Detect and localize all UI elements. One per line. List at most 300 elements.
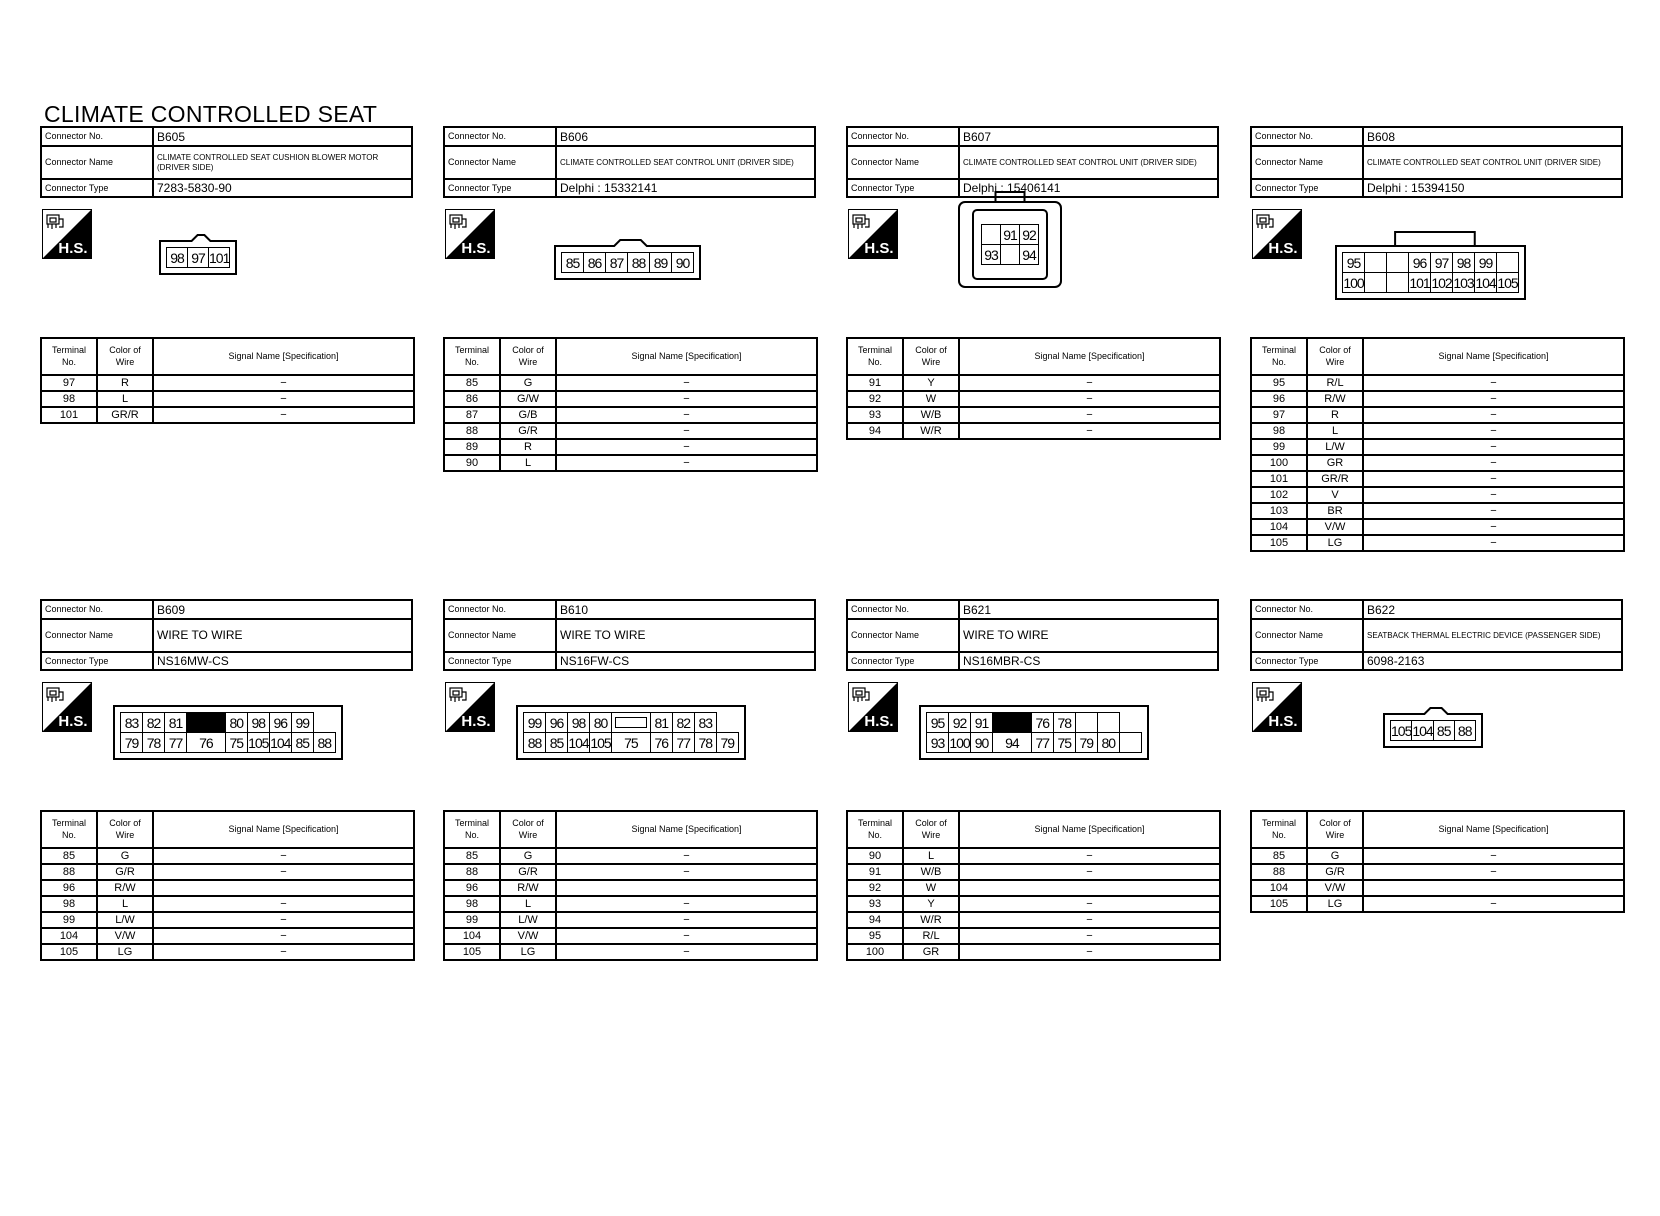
pin-cell: 90 bbox=[672, 253, 694, 273]
terminal-row bbox=[847, 912, 1220, 928]
pin-cell: 83 bbox=[121, 713, 143, 733]
terminal-row bbox=[444, 848, 817, 864]
wire-color: R bbox=[97, 375, 153, 391]
signal-name-header: Signal Name [Specification] bbox=[959, 338, 1220, 375]
terminal-no-header-l2: No. bbox=[1271, 829, 1286, 840]
signal-name: − bbox=[959, 928, 1220, 944]
terminal-row bbox=[41, 896, 414, 912]
signal-name: − bbox=[153, 912, 414, 928]
terminal-row bbox=[1251, 375, 1624, 391]
terminal-row bbox=[1251, 896, 1624, 912]
connector-name-value: SEATBACK THERMAL ELECTRIC DEVICE (PASSENGER SIDE) bbox=[1363, 619, 1622, 652]
wire-color-header bbox=[1307, 811, 1363, 848]
terminal-no-header-l2: No. bbox=[1271, 356, 1286, 367]
terminal-number: 99 bbox=[444, 912, 500, 928]
pin-empty bbox=[1387, 273, 1409, 293]
pin-empty bbox=[1497, 253, 1519, 273]
signal-name: − bbox=[959, 912, 1220, 928]
pin-cell: 100 bbox=[949, 734, 970, 751]
connector-number-label: Connector No. bbox=[41, 600, 153, 619]
terminal-table-header bbox=[444, 338, 817, 375]
connector-name-label: Connector Name bbox=[444, 146, 556, 179]
pin-cell: 104 bbox=[1412, 722, 1433, 739]
signal-name: − bbox=[556, 928, 817, 944]
terminal-row bbox=[1251, 848, 1624, 864]
wire-color: R bbox=[1307, 407, 1363, 423]
wire-color: R/W bbox=[500, 880, 556, 896]
terminal-table bbox=[443, 337, 818, 472]
pin-cell: 102 bbox=[1431, 274, 1452, 291]
signal-name: − bbox=[1363, 423, 1624, 439]
wire-color-header-l1: Color of bbox=[512, 817, 544, 828]
wire-color: L/W bbox=[97, 912, 153, 928]
pin-cell: 104 bbox=[568, 734, 589, 751]
terminal-number: 88 bbox=[444, 423, 500, 439]
wire-color-header-l2: Wire bbox=[115, 356, 135, 367]
pin-cell: 80 bbox=[225, 713, 247, 733]
signal-name: − bbox=[959, 848, 1220, 864]
wire-color: V/W bbox=[1307, 880, 1363, 896]
connector-type-value: 7283-5830-90 bbox=[153, 179, 412, 197]
wire-color-header-l1: Color of bbox=[1319, 817, 1351, 828]
terminal-row bbox=[847, 848, 1220, 864]
terminal-number: 96 bbox=[41, 880, 97, 896]
pin-cell: 85 bbox=[546, 733, 568, 753]
terminal-row bbox=[444, 928, 817, 944]
wire-color: G bbox=[500, 848, 556, 864]
pin-cell: 80 bbox=[590, 713, 612, 733]
wire-color: G/W bbox=[500, 391, 556, 407]
pin-cell: 103 bbox=[1453, 274, 1474, 291]
signal-name bbox=[556, 880, 817, 896]
terminal-row bbox=[444, 880, 817, 896]
pin-cell: 79 bbox=[716, 733, 738, 753]
hs-label: H.S. bbox=[58, 240, 88, 257]
terminal-number: 93 bbox=[847, 896, 903, 912]
terminal-number: 99 bbox=[1251, 439, 1307, 455]
wire-color: BR bbox=[1307, 503, 1363, 519]
pin-cell: 88 bbox=[628, 253, 650, 273]
connector-type-value: 6098-2163 bbox=[1363, 652, 1622, 670]
connector-number-value: B605 bbox=[153, 127, 412, 146]
terminal-number: 104 bbox=[41, 928, 97, 944]
pin-cell: 75 bbox=[1053, 733, 1075, 753]
terminal-row bbox=[847, 880, 1220, 896]
terminal-number: 105 bbox=[1251, 896, 1307, 912]
pin-cell: 75 bbox=[225, 733, 247, 753]
signal-name: − bbox=[1363, 519, 1624, 535]
terminal-table bbox=[846, 810, 1221, 961]
pin-cell: 86 bbox=[584, 253, 606, 273]
wire-color-header bbox=[97, 811, 153, 848]
signal-name: − bbox=[959, 944, 1220, 960]
terminal-no-header bbox=[847, 811, 903, 848]
pin-cell: 87 bbox=[606, 253, 628, 273]
pin-lock-key bbox=[993, 713, 1032, 733]
terminal-row bbox=[847, 391, 1220, 407]
terminal-table-header bbox=[41, 811, 414, 848]
terminal-number: 85 bbox=[444, 848, 500, 864]
pin-cell: 78 bbox=[1053, 713, 1075, 733]
pin-cell: 105 bbox=[248, 734, 269, 751]
pin-cell: 101 bbox=[1409, 274, 1430, 291]
signal-name-header: Signal Name [Specification] bbox=[153, 811, 414, 848]
signal-name: − bbox=[1363, 896, 1624, 912]
terminal-number: 102 bbox=[1251, 487, 1307, 503]
signal-name: − bbox=[556, 439, 817, 455]
wire-color-header-l2: Wire bbox=[518, 829, 538, 840]
connector-pin-grid bbox=[926, 712, 1142, 753]
pin-cell: 76 bbox=[187, 733, 226, 753]
connector-face-outline bbox=[1250, 599, 1623, 799]
terminal-row bbox=[847, 928, 1220, 944]
pin-cell: 98 bbox=[247, 713, 269, 733]
pin-cell: 98 bbox=[1453, 253, 1475, 273]
wire-color-header bbox=[97, 338, 153, 375]
signal-name: − bbox=[153, 944, 414, 960]
connector-face-outline bbox=[846, 599, 1219, 799]
pin-cell: 98 bbox=[167, 248, 188, 268]
terminal-row bbox=[847, 423, 1220, 439]
terminal-no-header-l2: No. bbox=[61, 356, 76, 367]
pin-cell: 95 bbox=[1343, 253, 1365, 273]
terminal-table-header bbox=[847, 338, 1220, 375]
wire-color: L bbox=[97, 896, 153, 912]
pin-empty bbox=[1387, 253, 1409, 273]
pin-cell: 83 bbox=[694, 713, 716, 733]
wire-color: W bbox=[903, 391, 959, 407]
terminal-row bbox=[1251, 487, 1624, 503]
wire-color: L bbox=[500, 455, 556, 471]
terminal-row bbox=[1251, 423, 1624, 439]
signal-name-header: Signal Name [Specification] bbox=[959, 811, 1220, 848]
terminal-row bbox=[41, 912, 414, 928]
wire-color: V/W bbox=[1307, 519, 1363, 535]
connector-type-value: Delphi : 15332141 bbox=[556, 179, 815, 197]
wire-color: L bbox=[1307, 423, 1363, 439]
connector-pin-grid bbox=[166, 247, 230, 268]
terminal-number: 85 bbox=[1251, 848, 1307, 864]
pin-cell: 93 bbox=[982, 245, 1001, 265]
wire-color-header-l1: Color of bbox=[915, 344, 947, 355]
terminal-row bbox=[444, 423, 817, 439]
connector-number-label: Connector No. bbox=[41, 127, 153, 146]
terminal-row bbox=[444, 864, 817, 880]
pin-empty bbox=[1075, 713, 1097, 733]
terminal-row bbox=[847, 944, 1220, 960]
hs-label: H.S. bbox=[864, 713, 894, 730]
terminal-no-header bbox=[41, 811, 97, 848]
connector-number-label: Connector No. bbox=[1251, 600, 1363, 619]
signal-name: − bbox=[153, 928, 414, 944]
connector-pin-grid bbox=[561, 252, 694, 273]
pin-cell: 82 bbox=[672, 713, 694, 733]
signal-name: − bbox=[556, 375, 817, 391]
connector-number-value: B609 bbox=[153, 600, 412, 619]
wire-color-header-l2: Wire bbox=[518, 356, 538, 367]
pin-cell: 92 bbox=[949, 713, 971, 733]
terminal-row bbox=[41, 944, 414, 960]
wire-color: LG bbox=[1307, 896, 1363, 912]
pin-cell: 92 bbox=[1020, 225, 1039, 245]
terminal-number: 85 bbox=[444, 375, 500, 391]
wire-color-header-l2: Wire bbox=[1325, 829, 1345, 840]
signal-name: − bbox=[556, 944, 817, 960]
terminal-number: 96 bbox=[444, 880, 500, 896]
wire-color: G/R bbox=[500, 423, 556, 439]
terminal-number: 104 bbox=[1251, 880, 1307, 896]
pin-cell: 99 bbox=[524, 713, 546, 733]
terminal-number: 91 bbox=[847, 864, 903, 880]
terminal-row bbox=[1251, 864, 1624, 880]
signal-name: − bbox=[556, 912, 817, 928]
connector-name-label: Connector Name bbox=[1251, 619, 1363, 652]
pin-empty bbox=[982, 225, 1001, 245]
terminal-row bbox=[444, 439, 817, 455]
signal-name: − bbox=[556, 423, 817, 439]
pin-empty bbox=[1119, 733, 1141, 753]
pin-cell: 76 bbox=[1031, 713, 1053, 733]
pin-cell: 78 bbox=[143, 733, 165, 753]
pin-cell: 96 bbox=[269, 713, 291, 733]
wire-color-header bbox=[903, 338, 959, 375]
terminal-row bbox=[41, 880, 414, 896]
terminal-number: 97 bbox=[1251, 407, 1307, 423]
terminal-number: 98 bbox=[41, 391, 97, 407]
terminal-no-header-l2: No. bbox=[867, 356, 882, 367]
signal-name-header: Signal Name [Specification] bbox=[1363, 338, 1624, 375]
pin-cell: 89 bbox=[650, 253, 672, 273]
pin-cell: 78 bbox=[694, 733, 716, 753]
connector-name-label: Connector Name bbox=[1251, 146, 1363, 179]
pin-cell: 80 bbox=[1097, 733, 1119, 753]
terminal-number: 105 bbox=[444, 944, 500, 960]
connector-type-value: NS16MBR-CS bbox=[959, 652, 1218, 670]
signal-name: − bbox=[153, 848, 414, 864]
connector-type-value: Delphi : 15406141 bbox=[959, 179, 1218, 197]
signal-name: − bbox=[959, 375, 1220, 391]
signal-name: − bbox=[153, 864, 414, 880]
pin-cell: 77 bbox=[1031, 733, 1053, 753]
terminal-number: 92 bbox=[847, 880, 903, 896]
wire-color-header bbox=[500, 338, 556, 375]
signal-name: − bbox=[1363, 439, 1624, 455]
terminal-number: 100 bbox=[1251, 455, 1307, 471]
wire-color: R/W bbox=[1307, 391, 1363, 407]
terminal-table-header bbox=[444, 811, 817, 848]
hs-label: H.S. bbox=[461, 240, 491, 257]
connector-name-value: CLIMATE CONTROLLED SEAT CONTROL UNIT (DRIVER SIDE) bbox=[1363, 146, 1622, 179]
wire-color: GR/R bbox=[97, 407, 153, 423]
terminal-table bbox=[40, 337, 415, 424]
terminal-no-header bbox=[444, 338, 500, 375]
pin-empty bbox=[1365, 253, 1387, 273]
pin-cell: 97 bbox=[1431, 253, 1453, 273]
pin-cell: 85 bbox=[562, 253, 584, 273]
terminal-table-header bbox=[1251, 811, 1624, 848]
pin-cell: 97 bbox=[188, 248, 209, 268]
connector-type-label: Connector Type bbox=[1251, 179, 1363, 197]
wire-color: G bbox=[500, 375, 556, 391]
pin-cell: 75 bbox=[612, 733, 651, 753]
wire-color: GR bbox=[1307, 455, 1363, 471]
terminal-table bbox=[846, 337, 1221, 440]
page-title: CLIMATE CONTROLLED SEAT bbox=[44, 101, 378, 127]
terminal-no-header bbox=[1251, 811, 1307, 848]
connector-face-outline bbox=[40, 599, 413, 799]
connector-type-value: Delphi : 15394150 bbox=[1363, 179, 1622, 197]
terminal-row bbox=[444, 944, 817, 960]
signal-name: − bbox=[556, 391, 817, 407]
pin-cell: 94 bbox=[1020, 245, 1039, 265]
wire-color-header-l1: Color of bbox=[915, 817, 947, 828]
signal-name: − bbox=[1363, 535, 1624, 551]
wire-color: GR/R bbox=[1307, 471, 1363, 487]
pin-cell: 88 bbox=[524, 733, 546, 753]
connector-number-value: B621 bbox=[959, 600, 1218, 619]
terminal-no-header-l1: Terminal bbox=[1261, 344, 1296, 355]
terminal-row bbox=[444, 407, 817, 423]
wire-color-header-l2: Wire bbox=[921, 829, 941, 840]
pin-cell: 88 bbox=[313, 733, 335, 753]
connector-name-label: Connector Name bbox=[41, 146, 153, 179]
connector-name-value: CLIMATE CONTROLLED SEAT CUSHION BLOWER MOTOR (DRIVER SIDE) bbox=[153, 146, 412, 179]
hs-label: H.S. bbox=[864, 240, 894, 257]
terminal-row bbox=[1251, 880, 1624, 896]
connector-type-value: NS16MW-CS bbox=[153, 652, 412, 670]
pin-cell: 101 bbox=[209, 249, 230, 266]
wire-color: G bbox=[97, 848, 153, 864]
signal-name bbox=[153, 880, 414, 896]
terminal-number: 90 bbox=[444, 455, 500, 471]
terminal-row bbox=[41, 928, 414, 944]
connector-number-label: Connector No. bbox=[1251, 127, 1363, 146]
pin-cell: 76 bbox=[650, 733, 672, 753]
wire-color: R/L bbox=[1307, 375, 1363, 391]
pin-cell: 88 bbox=[1454, 721, 1475, 741]
signal-name: − bbox=[153, 375, 414, 391]
signal-name-header: Signal Name [Specification] bbox=[1363, 811, 1624, 848]
terminal-row bbox=[847, 375, 1220, 391]
connector-number-value: B607 bbox=[959, 127, 1218, 146]
terminal-table-header bbox=[847, 811, 1220, 848]
connector-number-value: B610 bbox=[556, 600, 815, 619]
terminal-number: 89 bbox=[444, 439, 500, 455]
connector-pin-grid bbox=[1390, 720, 1476, 741]
connector-pin-grid bbox=[981, 224, 1039, 265]
terminal-table bbox=[40, 810, 415, 961]
hs-label: H.S. bbox=[1268, 713, 1298, 730]
connector-pin-grid bbox=[120, 712, 336, 753]
terminal-row bbox=[444, 912, 817, 928]
signal-name: − bbox=[959, 407, 1220, 423]
pin-cell: 91 bbox=[1001, 225, 1020, 245]
pin-cell: 85 bbox=[1433, 721, 1454, 741]
pin-lock-key bbox=[187, 713, 226, 733]
signal-name: − bbox=[1363, 503, 1624, 519]
signal-name: − bbox=[1363, 375, 1624, 391]
wire-color: W bbox=[903, 880, 959, 896]
terminal-row bbox=[1251, 471, 1624, 487]
terminal-number: 98 bbox=[444, 896, 500, 912]
terminal-number: 85 bbox=[41, 848, 97, 864]
connector-name-value: WIRE TO WIRE bbox=[556, 619, 815, 652]
terminal-number: 97 bbox=[41, 375, 97, 391]
terminal-row bbox=[847, 407, 1220, 423]
connector-name-label: Connector Name bbox=[847, 619, 959, 652]
terminal-table-header bbox=[1251, 338, 1624, 375]
terminal-no-header-l2: No. bbox=[61, 829, 76, 840]
pin-cell: 94 bbox=[993, 733, 1032, 753]
wire-color: R bbox=[500, 439, 556, 455]
terminal-number: 105 bbox=[41, 944, 97, 960]
wire-color: L/W bbox=[1307, 439, 1363, 455]
hs-label: H.S. bbox=[58, 713, 88, 730]
terminal-row bbox=[1251, 391, 1624, 407]
connector-type-label: Connector Type bbox=[1251, 652, 1363, 670]
terminal-table bbox=[1250, 337, 1625, 552]
signal-name: − bbox=[1363, 864, 1624, 880]
connector-number-label: Connector No. bbox=[847, 600, 959, 619]
pin-cell: 77 bbox=[165, 733, 187, 753]
terminal-table bbox=[443, 810, 818, 961]
terminal-row bbox=[41, 848, 414, 864]
pin-empty bbox=[1097, 713, 1119, 733]
wire-color-header-l1: Color of bbox=[512, 344, 544, 355]
signal-name: − bbox=[959, 423, 1220, 439]
pin-cell: 91 bbox=[971, 713, 993, 733]
connector-number-value: B606 bbox=[556, 127, 815, 146]
wire-color: R/W bbox=[97, 880, 153, 896]
signal-name: − bbox=[556, 848, 817, 864]
connector-number-label: Connector No. bbox=[444, 600, 556, 619]
pin-cell: 100 bbox=[1343, 274, 1364, 291]
terminal-number: 94 bbox=[847, 423, 903, 439]
terminal-number: 88 bbox=[444, 864, 500, 880]
wire-color-header-l2: Wire bbox=[1325, 356, 1345, 367]
terminal-row bbox=[444, 391, 817, 407]
wire-color: R/L bbox=[903, 928, 959, 944]
connector-face-outline bbox=[1250, 126, 1623, 326]
pin-cell: 77 bbox=[672, 733, 694, 753]
terminal-number: 87 bbox=[444, 407, 500, 423]
signal-name bbox=[959, 880, 1220, 896]
connector-face-outline bbox=[40, 126, 413, 326]
terminal-number: 103 bbox=[1251, 503, 1307, 519]
terminal-number: 105 bbox=[1251, 535, 1307, 551]
terminal-row bbox=[444, 375, 817, 391]
connector-type-value: NS16FW-CS bbox=[556, 652, 815, 670]
signal-name bbox=[1363, 880, 1624, 896]
wire-color-header-l2: Wire bbox=[115, 829, 135, 840]
wire-color: W/R bbox=[903, 423, 959, 439]
pin-cell: 105 bbox=[1497, 274, 1518, 291]
pin-cell: 96 bbox=[1409, 253, 1431, 273]
wire-color: V/W bbox=[500, 928, 556, 944]
terminal-number: 90 bbox=[847, 848, 903, 864]
terminal-number: 98 bbox=[1251, 423, 1307, 439]
pin-cell: 105 bbox=[590, 734, 611, 751]
wire-color: L bbox=[500, 896, 556, 912]
terminal-number: 99 bbox=[41, 912, 97, 928]
pin-cell: 105 bbox=[1391, 722, 1412, 739]
pin-empty bbox=[1001, 245, 1020, 265]
signal-name-header: Signal Name [Specification] bbox=[153, 338, 414, 375]
terminal-row bbox=[847, 864, 1220, 880]
connector-face-outline bbox=[443, 126, 816, 326]
terminal-no-header-l1: Terminal bbox=[51, 817, 86, 828]
wire-color: LG bbox=[1307, 535, 1363, 551]
